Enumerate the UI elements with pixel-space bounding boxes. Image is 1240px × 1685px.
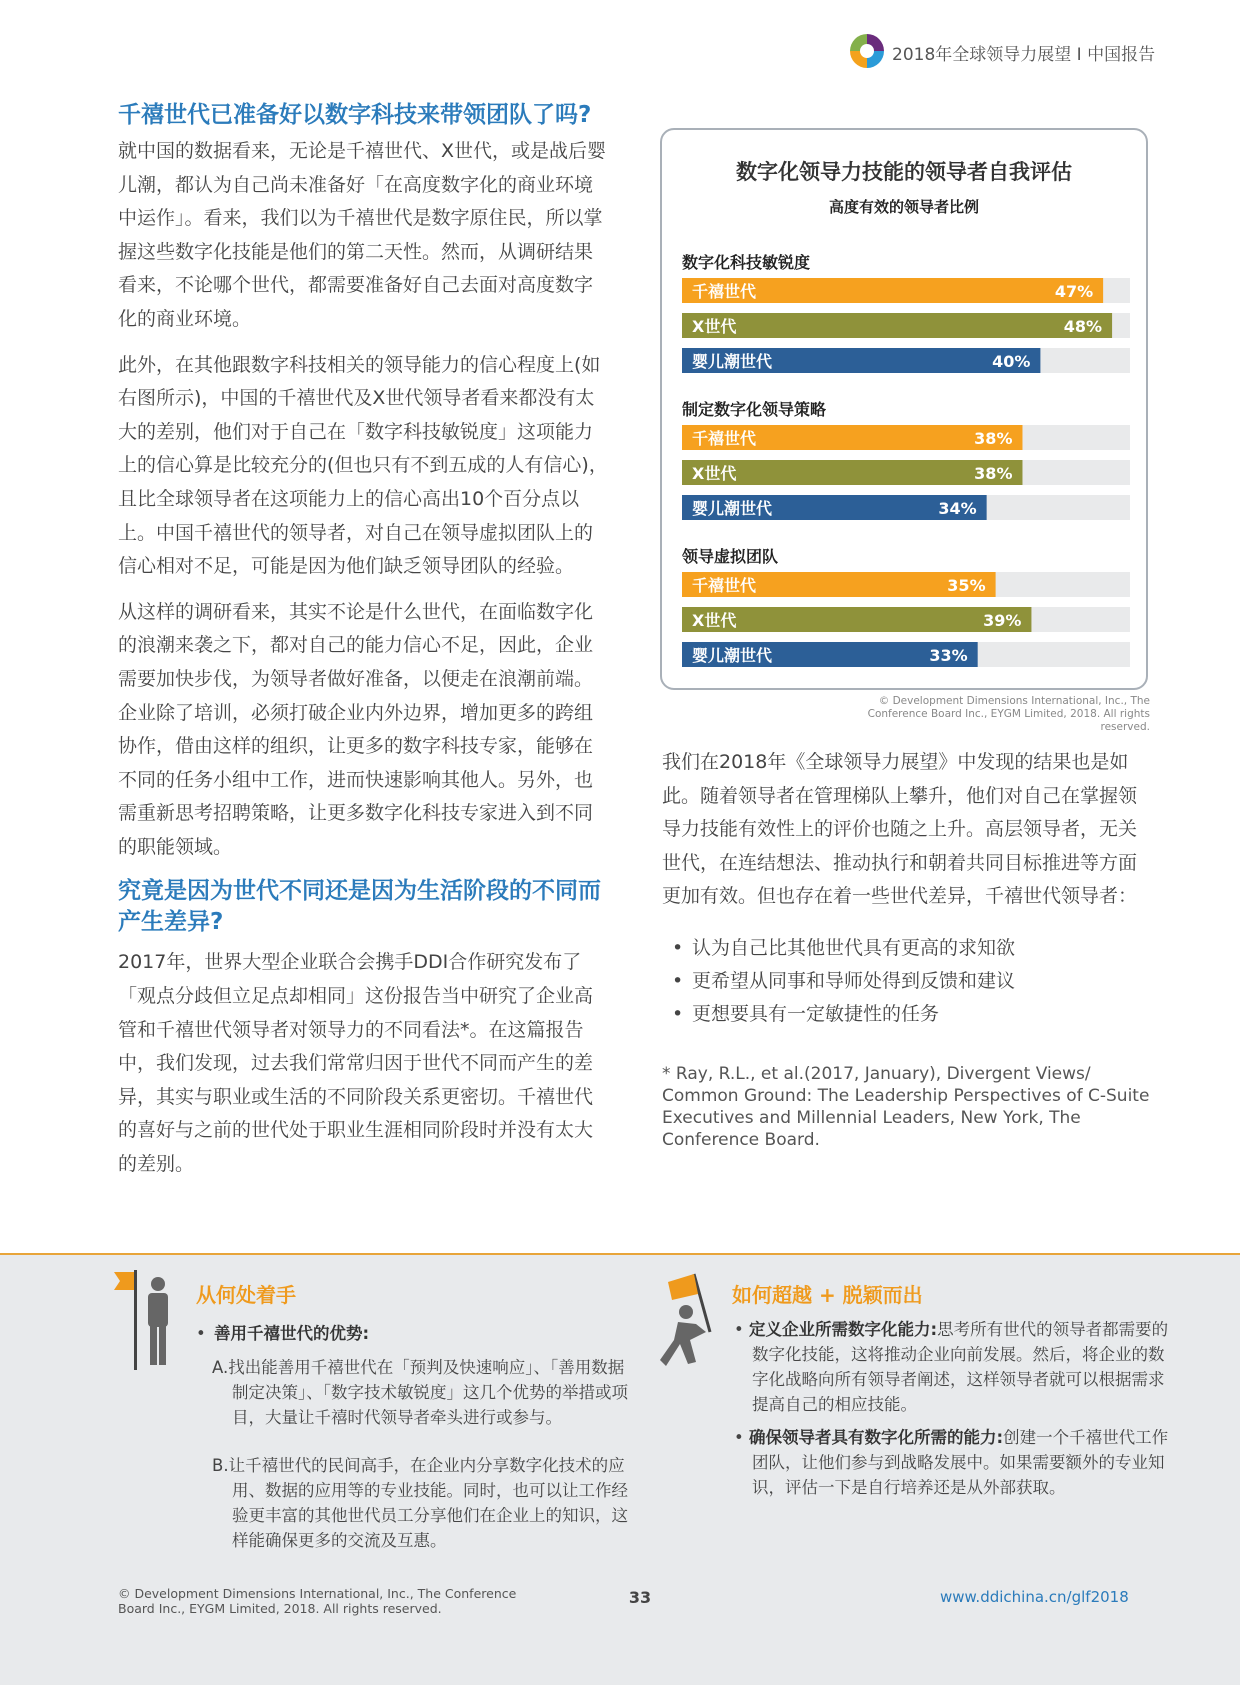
footer-url-link[interactable]: www.ddichina.cn/glf2018: [940, 1588, 1129, 1606]
bullet-title: 定义企业所需数字化能力:: [748, 1320, 938, 1339]
bullet-title: 善用千禧世代的优势:: [214, 1324, 370, 1343]
list-item: • 更想要具有一定敏捷性的任务: [662, 998, 1152, 1031]
paragraph: 2017年，世界大型企业联合会携手DDI合作研究发布了「观点分歧但立足点却相同」这份报告当中研究了企业高管和千禧世代领导者对领导力的不同看法*。在这篇报告中，我们发现，过去我们常常归因于世代不同而产生的差异，其实与职业或生活的不同阶段关系更密切。千禧世代的喜好与之前的世代处于职业生涯相同阶段时并没有太大的差别。: [118, 951, 594, 1176]
bar-value-label: 33%: [929, 646, 968, 665]
bar-value-label: 48%: [1063, 317, 1103, 336]
page-number: 33: [628, 1588, 652, 1607]
bar-category-label: 婴儿潮世代: [692, 646, 773, 665]
chart-subtitle: 高度有效的领导者比例: [828, 198, 979, 216]
group-label: 领导虚拟团队: [682, 547, 779, 566]
chart-title: 数字化领导力技能的领导者自我评估: [736, 160, 1072, 184]
go-beyond-heading: 如何超越 + 脱颖而出: [732, 1283, 923, 1307]
bar-value-label: 38%: [974, 464, 1013, 483]
bar-value-label: 35%: [947, 576, 986, 595]
bullet-text: 思考所有世代的领导者都需要的数字化技能，这将推动企业向前发展。然后，将企业的数字化战略向所有领导者阐述，这样领导者就可以根据需求提高自己的相应技能。: [752, 1320, 1169, 1414]
beyond-bullet-2: • 确保领导者具有数字化所需的能力:创建一个千禧世代工作团队，让他们参与到战略发展中。如果需要额外的专业知识，评估一下是自行培养还是从外部获取。: [734, 1428, 1169, 1497]
chart-panel: [660, 128, 1148, 690]
paragraph: 我们在2018年《全球领导力展望》中发现的结果也是如此。随着领导者在管理梯队上攀升，他们对自己在掌握领导力技能有效性上的评价也随之上升。高层领导者，无关世代，在连结想法、推动执行和朝着共同目标推进等方面更加有效。但也存在着一些世代差异，千禧世代领导者：: [662, 751, 1138, 908]
flag-person-icon: [112, 1270, 182, 1370]
beyond-bullet-1: • 定义企业所需数字化能力:思考所有世代的领导者都需要的数字化技能，这将推动企业向前发展。然后，将企业的数字化战略向所有领导者阐述，这样领导者就可以根据需求提高自己的相应技能。: [734, 1320, 1169, 1414]
paragraph: 此外，在其他跟数字科技相关的领导能力的信心程度上(如右图所示)，中国的千禧世代及X世代领导者看来都没有太大的差别，他们对于自己在「数字科技敏锐度」这项能力上的信心算是比较充分的(但也只有不到五成的人有信心)，且比全球领导者在这项能力上的信心高出10个百分点以上。中国千禧世代的领导者，对自己在领导虚拟团队上的信心相对不足，可能是因为他们缺乏领导团队的经验。: [118, 353, 608, 578]
millennial-traits-list: [662, 932, 1152, 1031]
group-label: 制定数字化领导策略: [682, 400, 827, 419]
bar-category-label: 婴儿潮世代: [692, 499, 773, 518]
runner-flag-icon: [660, 1270, 730, 1380]
list-item-b: B.让千禧世代的民间高手，在企业内分享数字化技术的应用、数据的应用等的专业技能。同时，也可以让工作经验更丰富的其他世代员工分享他们在企业上的知识，这样能确保更多的交流及互惠。: [212, 1456, 628, 1550]
bar-value-label: 34%: [938, 499, 977, 518]
left-column: [118, 100, 608, 1200]
bar-category-label: 千禧世代: [692, 429, 757, 448]
list-item: • 认为自己比其他世代具有更高的求知欲: [662, 932, 1152, 965]
bullet-text: 创建一个千禧世代工作团队，让他们参与到战略发展中。如果需要额外的专业知识，评估一下是自行培养还是从外部获取。: [752, 1428, 1169, 1497]
right-column: [662, 746, 1152, 1151]
group-label: 数字化科技敏锐度: [682, 253, 811, 272]
bar-category-label: 千禧世代: [692, 576, 757, 595]
chart-credit: © Development Dimensions International, Inc., The Conference Board Inc., EYGM Limited, 2018. All rights reserved.: [867, 695, 1150, 733]
list-item: • 更希望从同事和导师处得到反馈和建议: [662, 965, 1152, 998]
action-panel: [0, 1253, 1240, 1685]
where-bullet: • 善用千禧世代的优势:: [196, 1324, 370, 1343]
bar-category-label: X世代: [692, 611, 737, 630]
footer-copyright: © Development Dimensions International, Inc., The Conference Board Inc., EYGM Limited, 2018. All rights reserved.: [118, 1586, 517, 1616]
bar: [682, 313, 1112, 338]
bullet-title: 确保领导者具有数字化所需的能力:: [748, 1428, 1004, 1447]
report-title: 2018年全球领导力展望 I 中国报告: [892, 45, 1156, 65]
footnote: * Ray, R.L., et al.(2017, January), Divergent Views/ Common Ground: The Leadership Perspectives of C-Suite Executives and Millennial Leaders, New York, The Conference Board.: [662, 1063, 1150, 1150]
bar-category-label: X世代: [692, 464, 737, 483]
where-to-start-heading: 从何处着手: [196, 1283, 296, 1307]
ddi-logo-icon: [850, 34, 884, 68]
section-heading-generation-vs-life-stage: 究竟是因为世代不同还是因为生活阶段的不同而产生差异?: [118, 878, 601, 936]
bar-category-label: 千禧世代: [692, 282, 757, 301]
page-header: [850, 34, 1156, 70]
list-item-a: A.找出能善用千禧世代在「预判及快速响应」、「善用数据制定决策」、「数字技术敏锐度」这几个优势的举措或项目，大量让千禧时代领导者牵头进行或参与。: [212, 1358, 628, 1427]
paragraph: 就中国的数据看来，无论是千禧世代、X世代，或是战后婴儿潮，都认为自己尚未准备好「在高度数字化的商业环境中运作」。看来，我们以为千禧世代是数字原住民，所以掌握这些数字化技能是他们的第二天性。然而，从调研结果看来，不论哪个世代，都需要准备好自己去面对高度数字化的商业环境。: [118, 140, 607, 330]
section-heading-digital-readiness: 千禧世代已准备好以数字科技来带领团队了吗?: [118, 102, 592, 128]
bar-value-label: 39%: [983, 611, 1022, 630]
paragraph: 从这样的调研看来，其实不论是什么世代，在面临数字化的浪潮来袭之下，都对自己的能力信心不足，因此，企业需要加快步伐，为领导者做好准备，以便走在浪潮前端。企业除了培训，必须打破企业内外边界，增加更多的跨组协作，借由这样的组织，让更多的数字科技专家，能够在不同的任务小组中工作，进而快速影响其他人。另外，也需重新思考招聘策略，让更多数字化科技专家进入到不同的职能领域。: [118, 600, 594, 858]
bar-category-label: X世代: [692, 317, 737, 336]
bar-value-label: 40%: [992, 352, 1031, 371]
bar-value-label: 47%: [1054, 282, 1094, 301]
bar-value-label: 38%: [974, 429, 1013, 448]
bar-category-label: 婴儿潮世代: [692, 352, 773, 371]
